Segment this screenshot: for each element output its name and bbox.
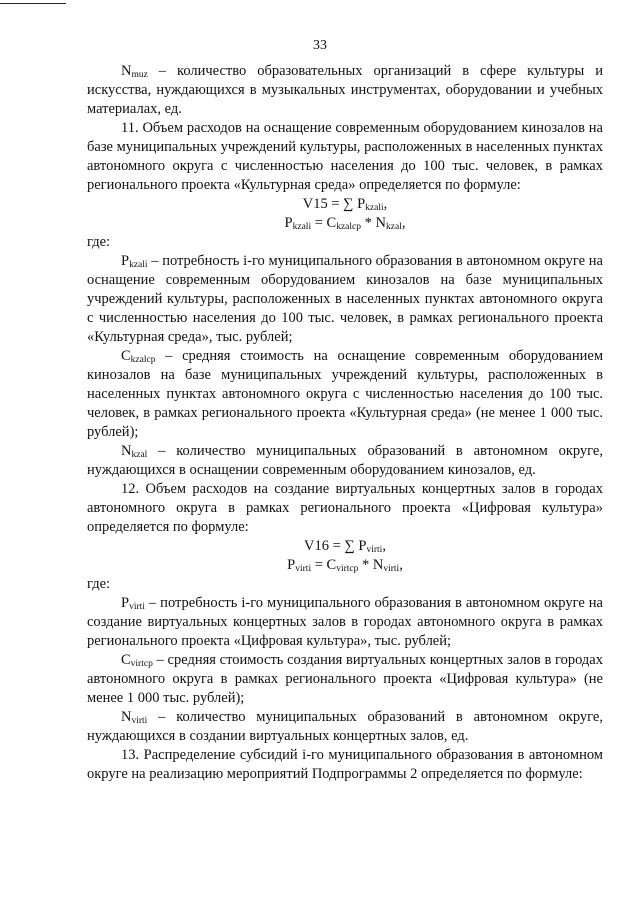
definition-pvirti [87, 594, 603, 651]
formula-subscript: kzali [365, 203, 384, 213]
page-number: 33 [313, 38, 327, 53]
symbol: N [121, 63, 132, 79]
definition-text: – количество образовательных организаций в сфере культуры и искусства, нуждающихся в музыкальных инструментах, оборудовании и учебных материалах, ед. [87, 63, 603, 117]
symbol-subscript: kzal [131, 450, 148, 460]
symbol: P [121, 595, 130, 611]
formula-term: = C [311, 215, 337, 231]
paragraph-item-12: 12. Объем расходов на создание виртуальных концертных залов в городах автономного округа в рамках регионального проекта «Цифровая культура» определяется по формуле: [87, 481, 603, 535]
symbol-subscript: virtср [130, 659, 153, 669]
top-left-rule [0, 3, 66, 4]
formula-term: * N [361, 215, 386, 231]
formula-term: P [287, 557, 296, 573]
paragraph-nmuz-definition [87, 62, 603, 119]
formula-subscript: kzal [385, 222, 402, 232]
formula-pkzali [87, 214, 603, 233]
symbol: P [121, 253, 130, 269]
symbol: C [121, 652, 131, 668]
formula-lhs: V16 = ∑ P [304, 538, 367, 554]
formula-end: , [382, 538, 386, 554]
symbol-subscript: kzali [129, 260, 148, 270]
definition-pkzali [87, 252, 603, 347]
formula-v16 [87, 537, 603, 556]
formula-subscript: virti [383, 564, 400, 574]
symbol-subscript: virti [129, 602, 145, 612]
formula-subscript: kzali [292, 222, 312, 232]
definition-cvirt [87, 651, 603, 708]
formula-lhs: V15 = ∑ P [302, 196, 366, 212]
paragraph-item-13: 13. Распределение субсидий i-го муниципального образования в автономном округе на реализацию мероприятий Подпрограммы 2 определяется по формуле: [87, 747, 603, 782]
document-body [87, 62, 603, 784]
symbol-subscript: virti [131, 716, 148, 726]
definition-text: – потребность i-го муниципального образования в автономном округе на оснащение современным оборудованием кинозалов на базе муниципальных учреждений культуры, расположенных в населенных пунктах автономного округа с численностью населения до 100 тыс. человек, в рамках регионального проекта «Культурная среда», тыс. рублей; [87, 253, 603, 345]
formula-term: * N [358, 557, 384, 573]
where-label-2: где: [87, 576, 111, 592]
symbol-subscript: kzalср [130, 355, 156, 365]
definition-text: – количество муниципальных образований в автономном округе, нуждающихся в создании виртуальных концертных залов, ед. [87, 709, 603, 744]
formula-end: , [399, 557, 403, 573]
formula-v15 [87, 195, 603, 214]
definition-nvirti [87, 708, 603, 746]
definition-text: – количество муниципальных образований в автономном округе, нуждающихся в оснащении современным оборудованием кинозалов, ед. [87, 443, 603, 478]
where-label-1: где: [87, 234, 111, 250]
formula-pvirti [87, 556, 603, 575]
symbol: N [121, 709, 132, 725]
formula-end: , [383, 196, 388, 212]
formula-end: , [401, 215, 406, 231]
definition-ckzal [87, 347, 603, 442]
formula-subscript: kzalср [336, 222, 361, 232]
formula-subscript: virti [295, 564, 312, 574]
definition-text: – средняя стоимость создания виртуальных концертных залов в городах автономного округа в рамках регионального проекта «Цифровая культура» (не менее 1 000 тыс. рублей); [87, 652, 603, 706]
formula-term: = C [311, 557, 337, 573]
paragraph-item-11: 11. Объем расходов на оснащение современным оборудованием кинозалов на базе муниципальных учреждений культуры, расположенных в населенных пунктах автономного округа с численностью населения до 100 тыс. человек, в рамках регионального проекта «Культурная среда» определяется по формуле: [87, 120, 603, 193]
symbol-subscript: muz [131, 70, 148, 80]
formula-term: P [284, 215, 293, 231]
formula-subscript: virtср [336, 564, 359, 574]
definition-text: – средняя стоимость на оснащение современным оборудованием кинозалов на базе муниципальных учреждений культуры, расположенных в населенных пунктах автономного округа с численностью населения до 100 тыс. человек, в рамках регионального проекта «Культурная среда» (не менее 1 000 тыс. рублей); [87, 348, 603, 440]
formula-subscript: virti [366, 545, 383, 555]
definition-nkzal [87, 442, 603, 480]
symbol: C [121, 348, 131, 364]
symbol: N [121, 443, 132, 459]
definition-text: – потребность i-го муниципального образования в автономном округе на создание виртуальных концертных залов в городах автономного округа в рамках регионального проекта «Цифровая культура», тыс. рублей; [87, 595, 603, 649]
